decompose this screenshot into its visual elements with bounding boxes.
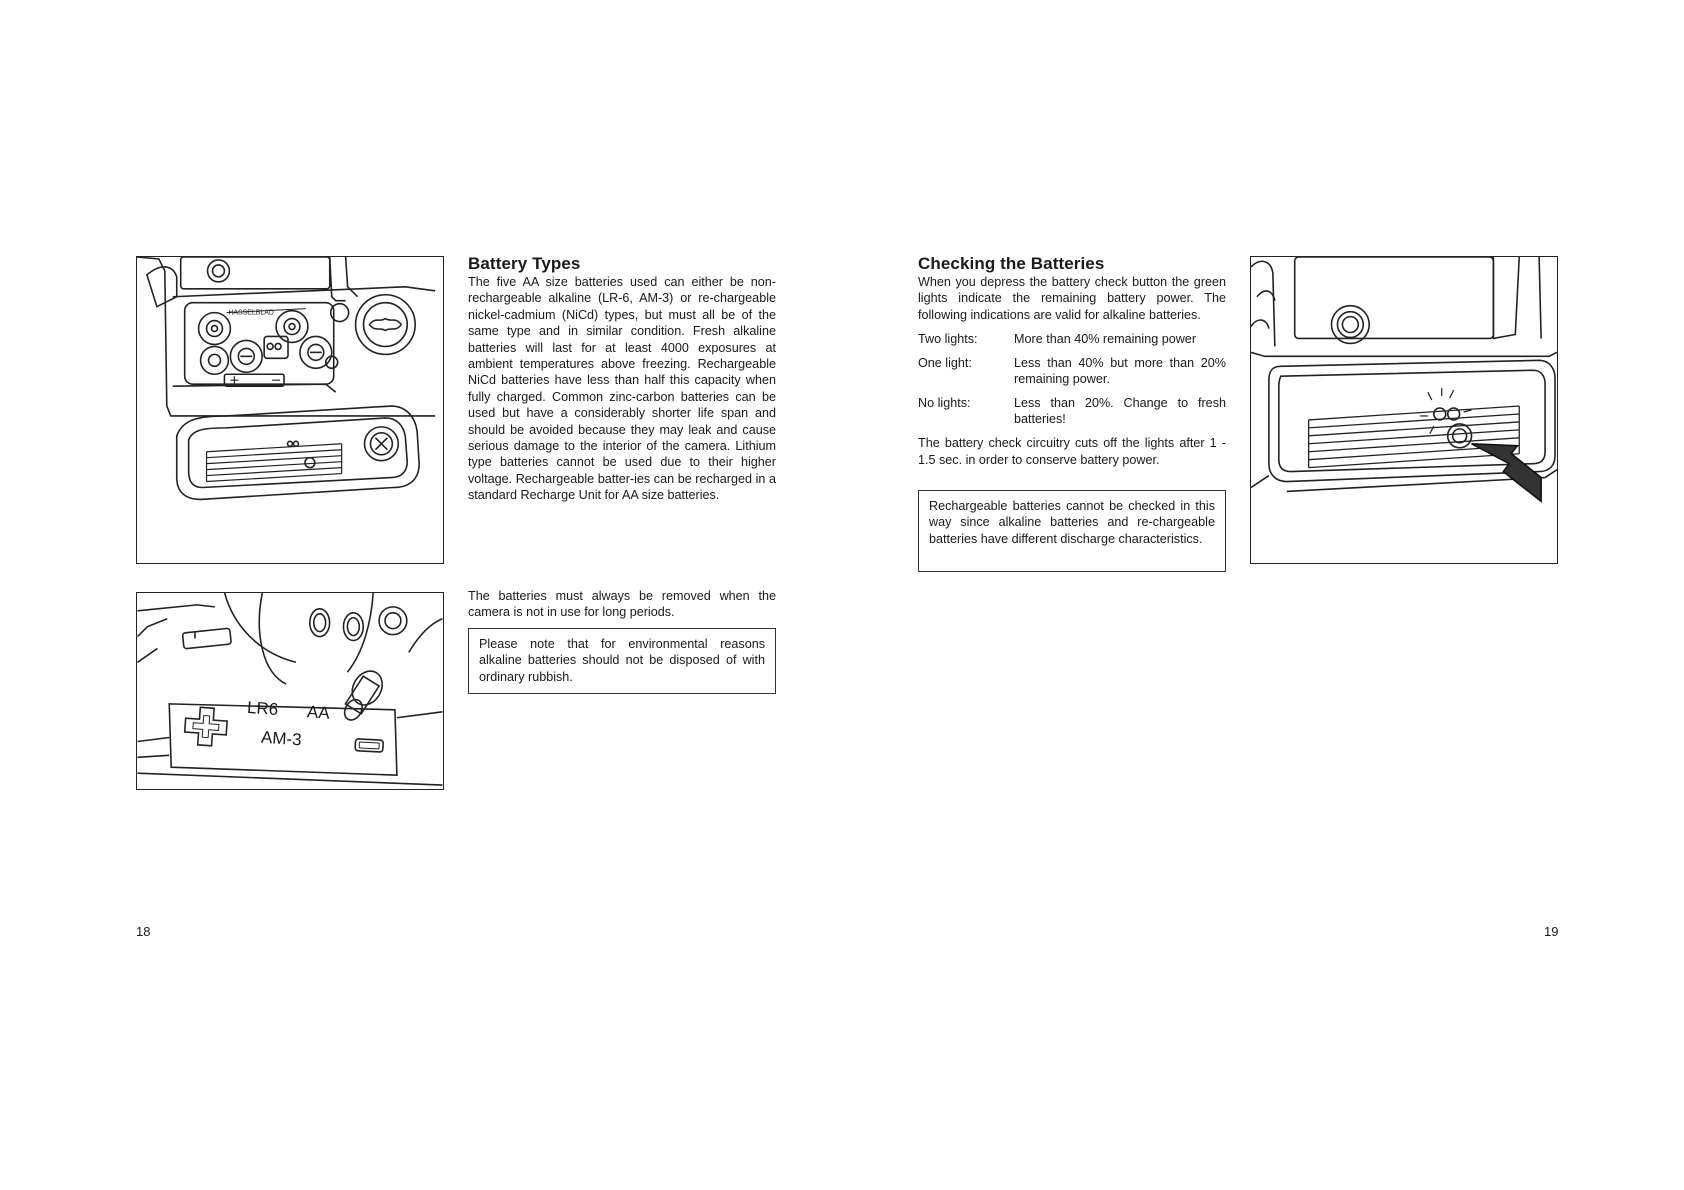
environmental-note: Please note that for environmental reasons alkaline batteries should not be disposed of with ordinary rubbish. [468, 628, 776, 694]
indication-label: Two lights: [918, 332, 978, 347]
indications-list [918, 331, 1226, 427]
aa-label: AA [306, 702, 331, 723]
battery-polarity-illustration [136, 592, 444, 790]
battery-check-button-illustration [1250, 256, 1558, 564]
rechargeable-note: Rechargeable batteries cannot be checked in this way since alkaline batteries and re-chargeable batteries have different discharge characteristics. [918, 490, 1226, 572]
am3-label: AM-3 [260, 727, 303, 750]
indication-row [918, 355, 1226, 387]
svg-text:HASSELBLAD: HASSELBLAD [228, 309, 274, 317]
intro-paragraph: When you depress the battery check button the green lights indicate the remaining battery power. The following indications are valid for alkaline batteries. [918, 275, 1226, 322]
battery-types-paragraph: The five AA size batteries used can either be non-rechargeable alkaline (LR-6, AM-3) or re-chargeable nickel-cadmium (NiCd) types, but must all be of the same type and in similar condition. Fresh alkaline batteries will last for at least 4000 exposures at ambient temperatures above freezing. Rechargeable NiCd batteries have less than half this capacity when fully charged. Common zinc-carbon batteries can be used but have a considerably shorter life span and should be avoided because they may leak and cause serious damage to the interior of the camera. Lithium type batteries cannot be used due to their higher voltage. Rechargeable batter-ies can be recharged in a standard Recharge Unit for AA size batteries. [468, 275, 776, 503]
page-number-left: 18 [136, 924, 151, 939]
battery-types-section [468, 254, 776, 504]
cutoff-paragraph: The battery check circuitry cuts off the lights after 1 - 1.5 sec. in order to conserve battery power. [918, 436, 1226, 467]
indication-text: More than 40% remaining power [1014, 332, 1197, 347]
page-number-right: 19 [1544, 924, 1559, 939]
indication-text: Less than 20%. Change to fresh batteries! [1014, 396, 1226, 427]
section-heading: Battery Types [468, 254, 581, 273]
indication-row [918, 331, 1226, 347]
section-heading: Checking the Batteries [918, 254, 1105, 273]
lr6-label: LR6 [246, 697, 279, 720]
checking-batteries-section [918, 254, 1226, 468]
indication-label: No lights: [918, 396, 971, 411]
removal-paragraph: The batteries must always be removed when the camera is not in use for long periods. [468, 589, 776, 620]
indication-label: One light: [918, 356, 972, 371]
indication-text: Less than 40% but more than 20% remaining power. [1014, 356, 1226, 387]
indication-row [918, 395, 1226, 427]
battery-compartment-illustration [136, 256, 444, 564]
